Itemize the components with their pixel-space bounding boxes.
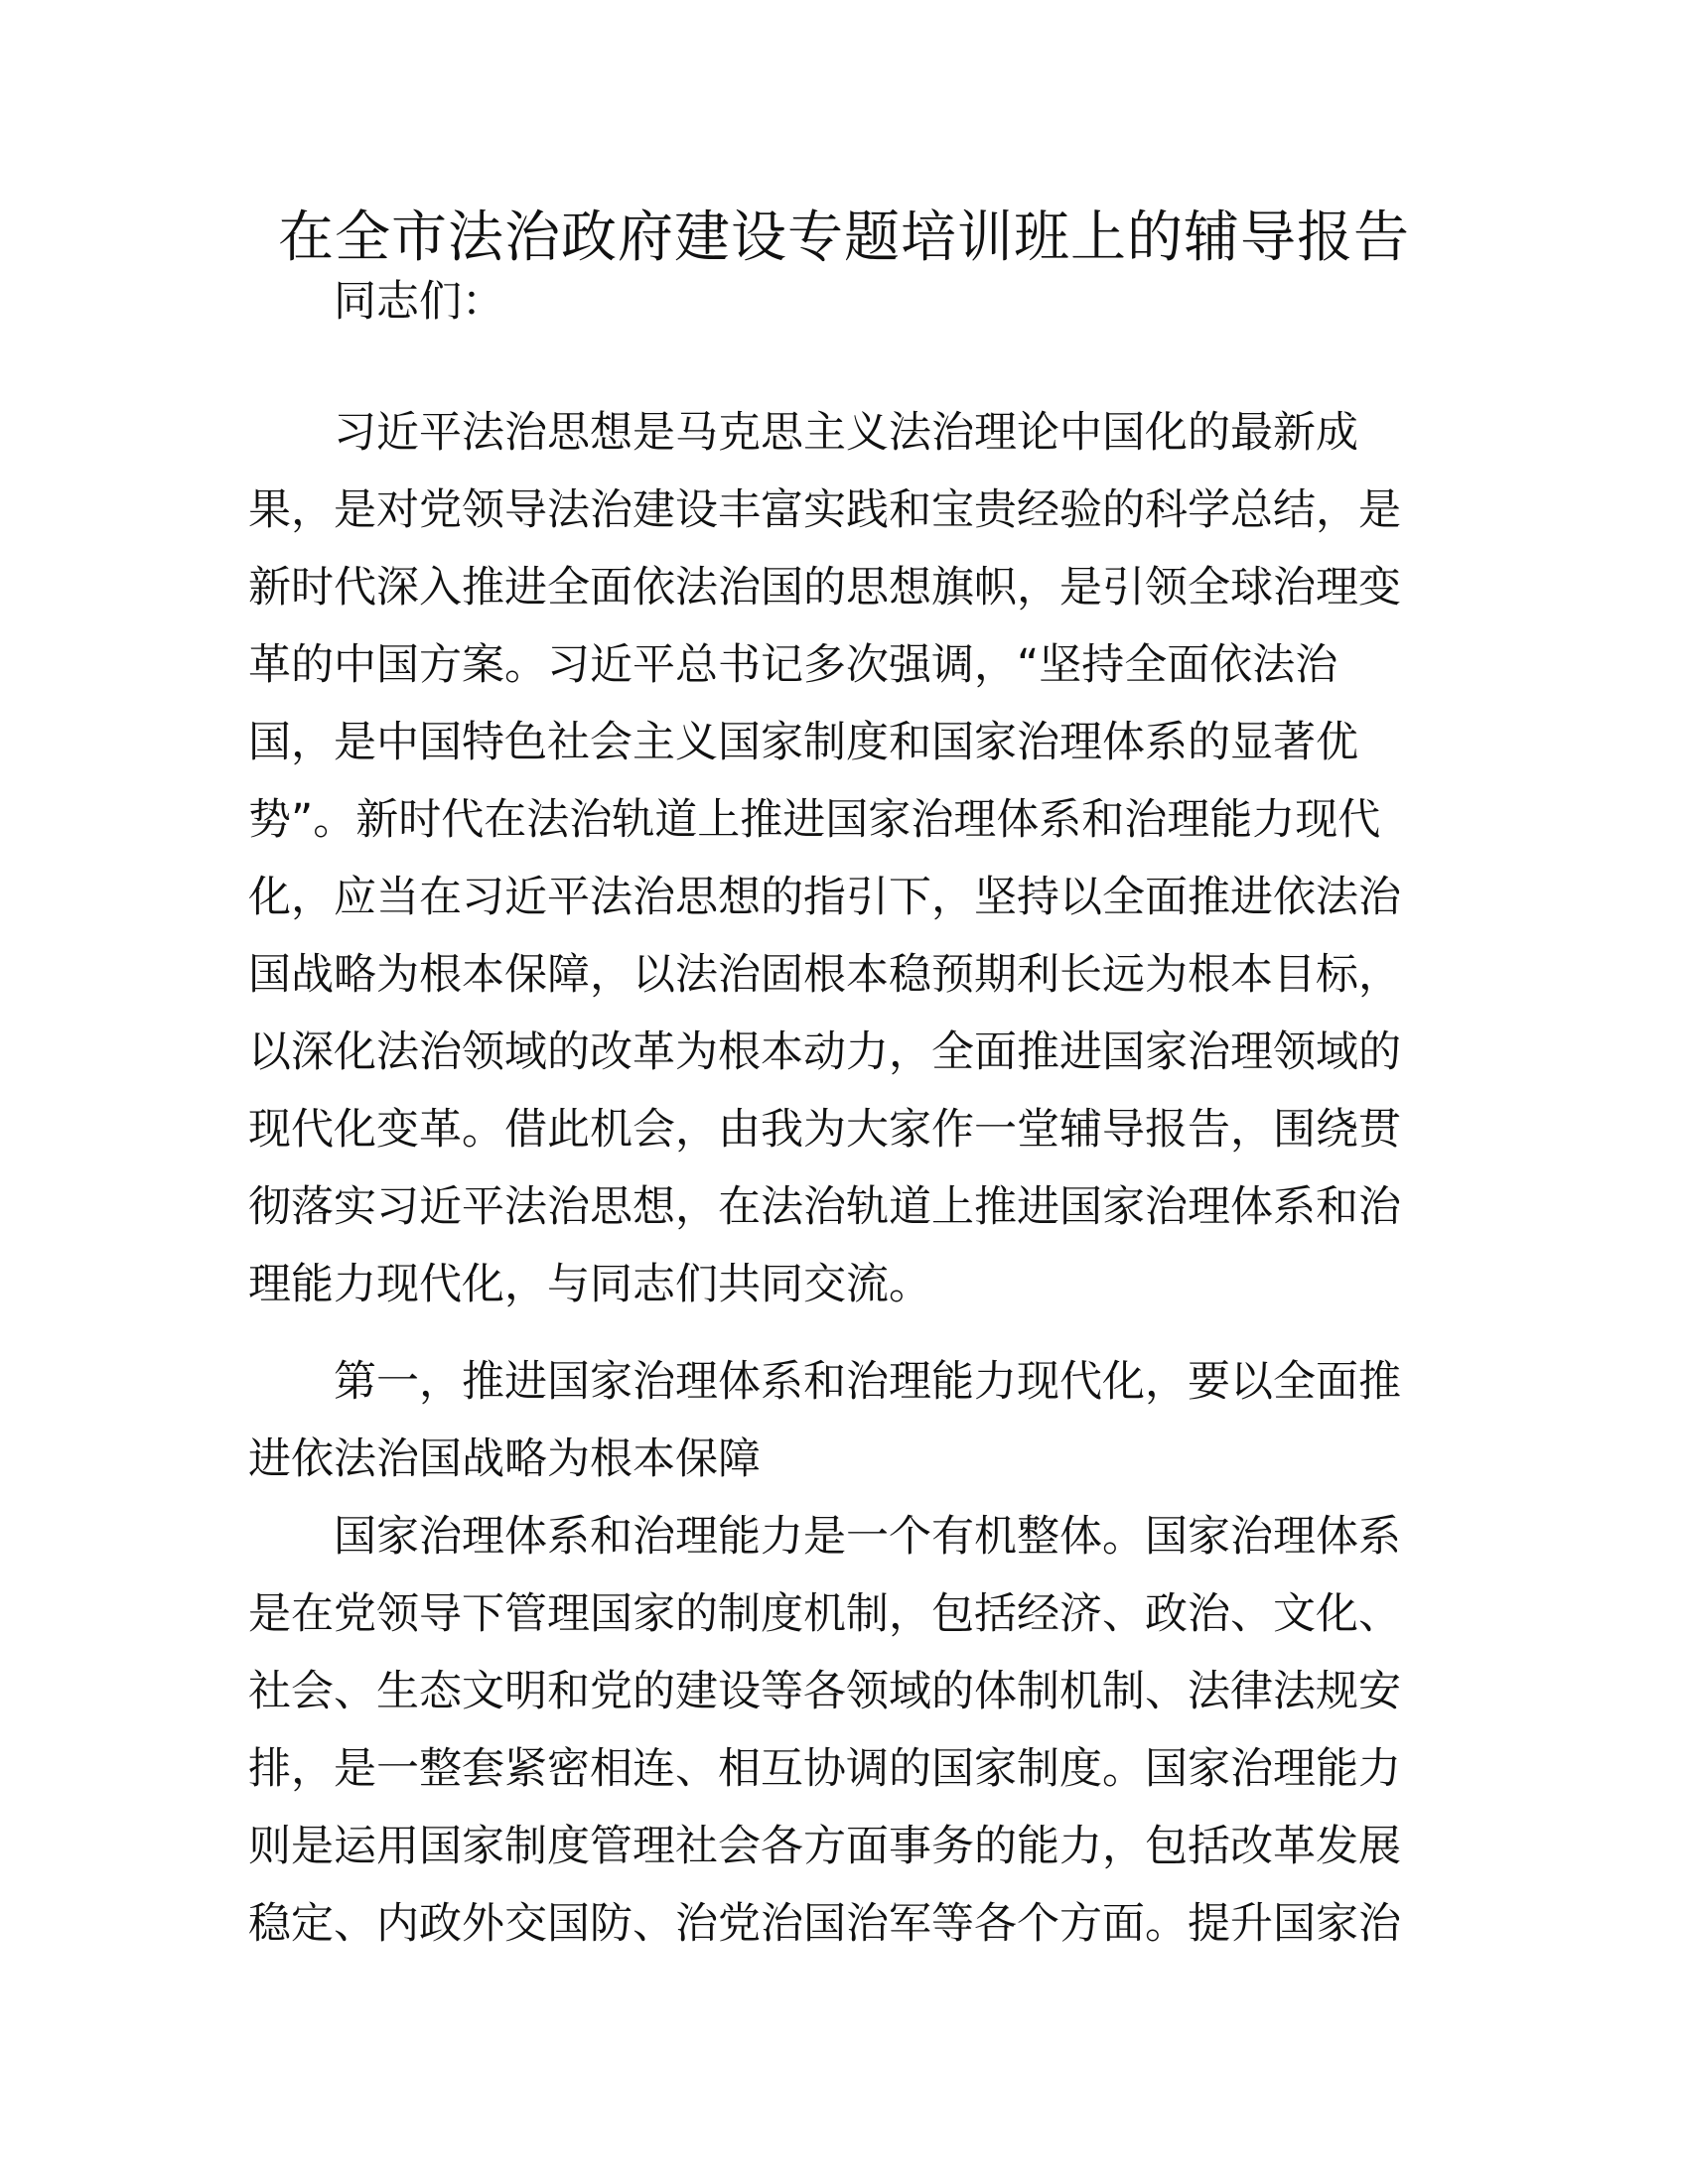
paragraph-line: 彻落实习近平法治思想，在法治轨道上推进国家治理体系和治 [248, 1182, 1401, 1232]
paragraph-1 [248, 394, 1440, 1323]
paragraph-line: 国战略为根本保障，以法治固根本稳预期利长远为根本目标， [248, 950, 1401, 1000]
paragraph-2 [248, 1498, 1440, 1963]
paragraph-line: 理能力现代化，与同志们共同交流。 [248, 1260, 931, 1309]
paragraph-line: 国，是中国特色社会主义国家制度和国家治理体系的显著优 [248, 718, 1358, 767]
paragraph-line: 稳定、内政外交国防、治党治国治军等各个方面。提升国家治 [248, 1899, 1401, 1949]
heading-line: 进依法治国战略为根本保障 [248, 1434, 761, 1484]
paragraph-line: 势”。新时代在法治轨道上推进国家治理体系和治理能力现代 [248, 795, 1381, 845]
paragraph-line: 社会、生态文明和党的建设等各领域的体制机制、法律法规安 [248, 1667, 1401, 1716]
paragraph-line: 是在党领导下管理国家的制度机制，包括经济、政治、文化、 [248, 1589, 1401, 1639]
paragraph-line: 新时代深入推进全面依法治国的思想旗帜，是引领全球治理变 [248, 563, 1401, 613]
paragraph-line: 化，应当在习近平法治思想的指引下，坚持以全面推进依法治 [248, 873, 1401, 922]
document-title: 在全市法治政府建设专题培训班上的辅导报告 [278, 205, 1410, 270]
paragraph-line: 国家治理体系和治理能力是一个有机整体。国家治理体系 [334, 1512, 1401, 1562]
paragraph-line: 则是运用国家制度管理社会各方面事务的能力，包括改革发展 [248, 1822, 1401, 1871]
paragraph-line: 以深化法治领域的改革为根本动力，全面推进国家治理领域的 [248, 1027, 1401, 1077]
section-heading-1 [248, 1343, 1440, 1498]
heading-line: 第一，推进国家治理体系和治理能力现代化，要以全面推 [334, 1357, 1401, 1407]
paragraph-line: 革的中国方案。习近平总书记多次强调，“坚持全面依法治 [248, 640, 1338, 690]
greeting-text: 同志们： [334, 277, 504, 327]
paragraph-line: 果，是对党领导法治建设丰富实践和宝贵经验的科学总结，是 [248, 485, 1401, 535]
paragraph-line: 习近平法治思想是马克思主义法治理论中国化的最新成 [334, 408, 1358, 458]
paragraph-line: 排，是一整套紧密相连、相互协调的国家制度。国家治理能力 [248, 1744, 1401, 1794]
paragraph-line: 现代化变革。借此机会，由我为大家作一堂辅导报告，围绕贯 [248, 1105, 1401, 1155]
greeting [248, 263, 1440, 341]
